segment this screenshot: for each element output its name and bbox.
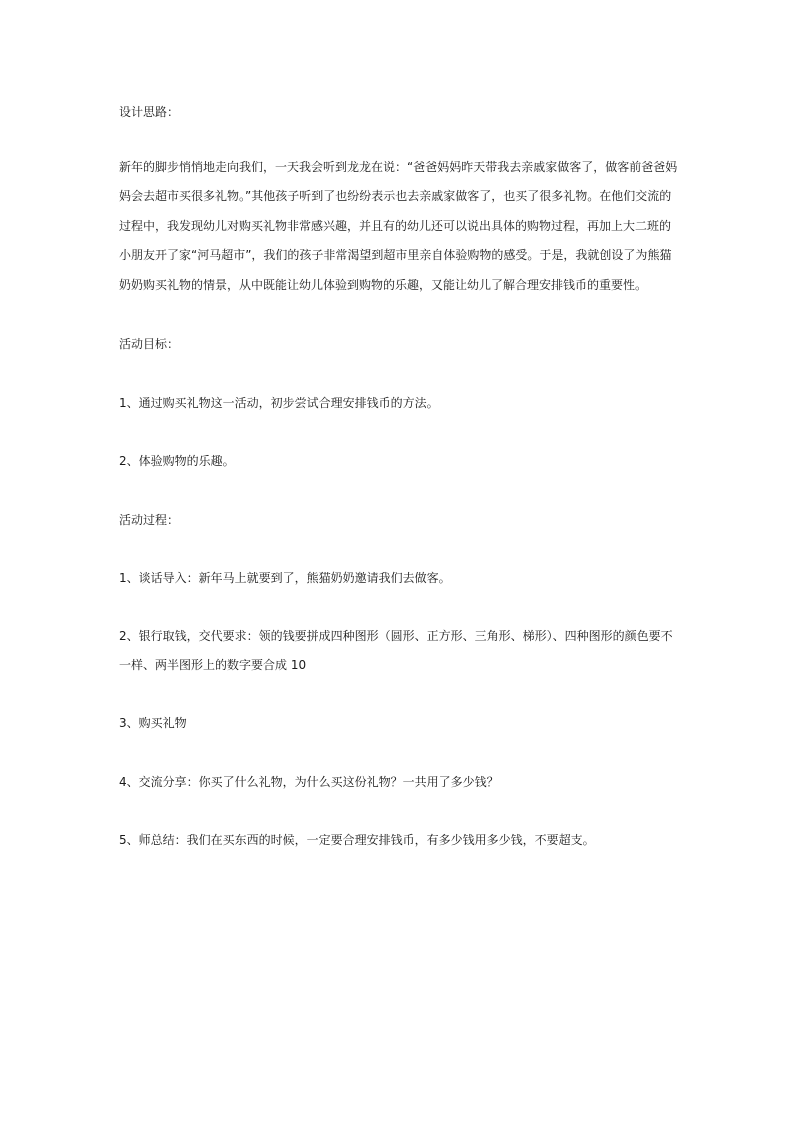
process-step: 5、师总结：我们在买东西的时候，一定要合理安排钱币，有多少钱用多少钱，不要超支。 xyxy=(119,833,595,847)
process-step: 2、银行取钱，交代要求：领的钱要拼成四种图形（圆形、正方形、三角形、梯形）、四种图形的颜色要不 xyxy=(119,629,673,643)
process-step: 4、交流分享：你买了什么礼物，为什么买这份礼物？一共用了多少钱？ xyxy=(119,775,499,789)
goal-item: 1、通过购买礼物这一活动，初步尝试合理安排钱币的方法。 xyxy=(119,396,439,410)
process-step-continued: 一样、两半图形上的数字要合成 10 xyxy=(119,658,307,672)
goal-item: 2、体验购物的乐趣。 xyxy=(119,454,235,468)
heading-activity-goals: 活动目标： xyxy=(119,337,180,351)
process-step: 1、谈话导入：新年马上就要到了，熊猫奶奶邀请我们去做客。 xyxy=(119,571,451,585)
design-paragraph-line: 小朋友开了家“河马超市”，我们的孩子非常渴望到超市里亲自体验购物的感受。于是，我就创设了为熊猫 xyxy=(119,248,672,262)
heading-activity-process: 活动过程： xyxy=(119,513,180,527)
design-paragraph-line: 妈会去超市买很多礼物。”其他孩子听到了也纷纷表示也去亲戚家做客了，也买了很多礼物。在他们交流的 xyxy=(119,189,672,203)
design-paragraph-line: 奶奶购买礼物的情景，从中既能让幼儿体验到购物的乐趣，又能让幼儿了解合理安排钱币的重要性。 xyxy=(119,278,648,292)
heading-design-ideas: 设计思路： xyxy=(119,105,180,119)
design-paragraph-line: 过程中，我发现幼儿对购买礼物非常感兴趣，并且有的幼儿还可以说出具体的购物过程，再加上大二班的 xyxy=(119,219,672,233)
process-step: 3、购买礼物 xyxy=(119,716,187,730)
design-paragraph-line: 新年的脚步悄悄地走向我们，一天我会听到龙龙在说：“爸爸妈妈昨天带我去亲戚家做客了，做客前爸爸妈 xyxy=(119,160,678,174)
